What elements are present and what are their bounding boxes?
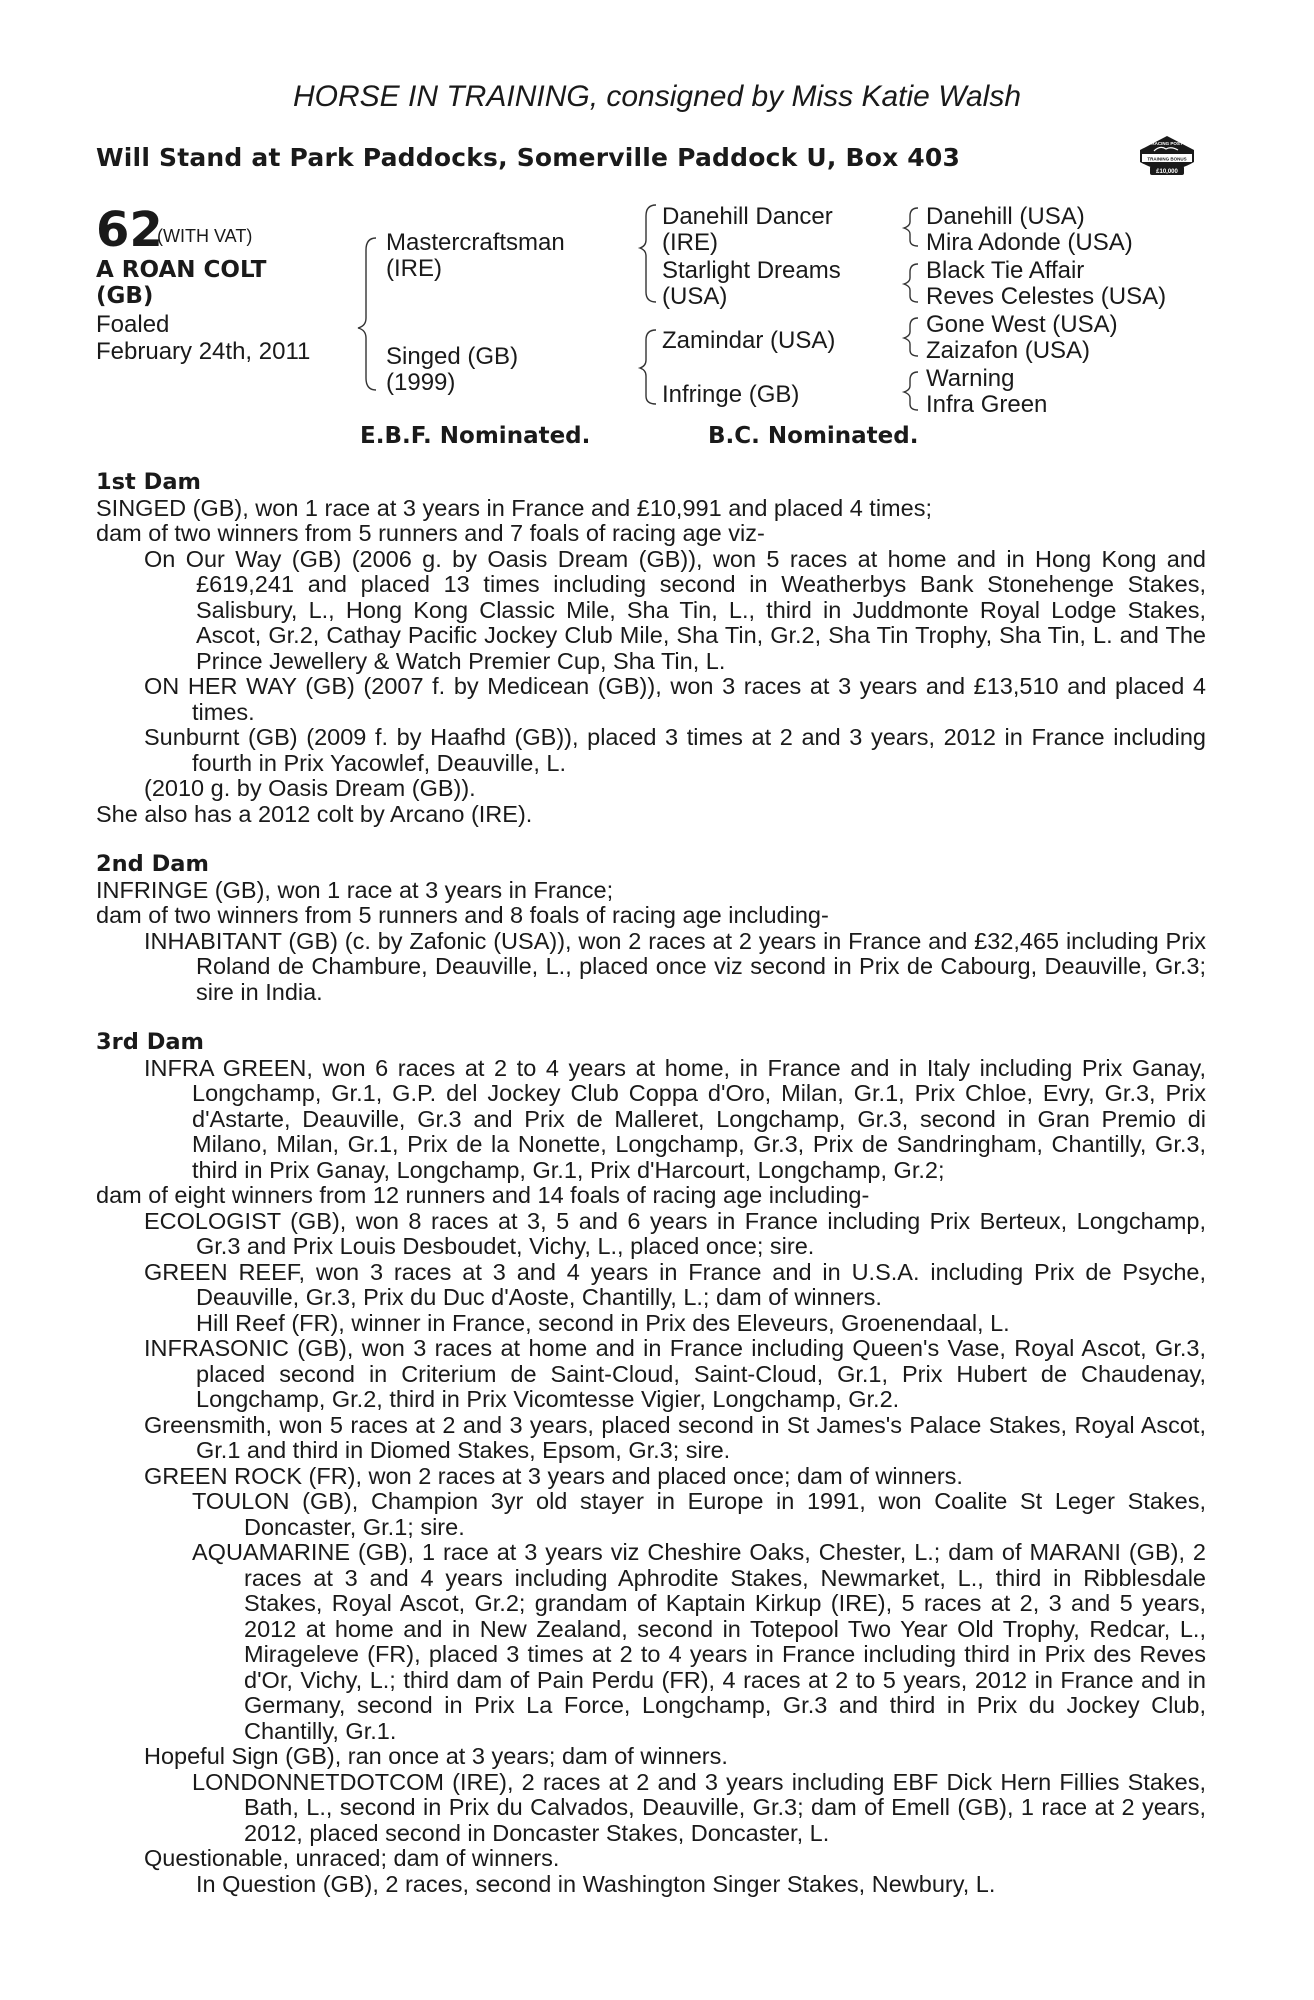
dam-dam: Infringe (GB) (662, 381, 800, 408)
gen3-sds: Black Tie Affair (926, 257, 1085, 284)
first-dam-heading: 1st Dam (96, 469, 201, 495)
produce-entry: In Question (GB), 2 races, second in Washington Singer Stakes, Newbury, L. (196, 1870, 996, 1897)
sire-dam-origin: (USA) (662, 283, 728, 310)
badge-amount-text: £10,000 (1156, 169, 1178, 175)
sire-name: Mastercraftsman (386, 229, 565, 256)
lot-vat: (WITH VAT) (157, 226, 253, 246)
catalogue-header: HORSE IN TRAINING, consigned by Miss Katie Walsh (293, 80, 1021, 113)
gen3-ddd: Infra Green (926, 391, 1048, 418)
produce-entry: ECOLOGIST (GB), won 8 races at 3, 5 and 6 years in France including Prix Berteux, Longchamp, Gr.3 and Prix Louis Desboudet, Vichy, L., placed once; sire. (144, 1207, 1206, 1259)
gen3-ssd: Mira Adonde (USA) (926, 229, 1133, 256)
produce-entry: GREEN REEF, won 3 races at 3 and 4 years in France and in U.S.A. including Prix de Psyche, Deauville, Gr.3, Prix du Duc d'Aoste, Chantilly, L.; dam of winners. (144, 1258, 1206, 1310)
produce-entry: INFRASONIC (GB), won 3 races at home and in France including Queen's Vase, Royal Ascot, Gr.3, placed second in Criterium de Saint-Cloud, Saint-Cloud, Gr.1, Prix Hubert de Chaudenay, Longchamp, Gr.2, third in Prix Vicomtesse Vigier, Longchamp, Gr.2. (144, 1335, 1206, 1412)
lot-name-line1: A ROAN COLT (96, 257, 267, 283)
produce-entry: Questionable, unraced; dam of winners. (144, 1845, 560, 1871)
produce-entry: ON HER WAY (GB) (2007 f. by Medicean (GB)), won 3 races at 3 years and £13,510 and placed 4 times. (144, 673, 1206, 725)
first-dam-line: SINGED (GB), won 1 race at 3 years in France and £10,991 and placed 4 times; (96, 494, 932, 521)
produce-entry: INHABITANT (GB) (c. by Zafonic (USA)), won 2 races at 2 years in France and £32,465 including Prix Roland de Chambure, Deauville, L., placed once viz second in Prix de Cabourg, Deauville, Gr.3; sire in India. (144, 927, 1206, 1005)
badge-top-text: RACING POST (1151, 141, 1183, 146)
second-dam-heading: 2nd Dam (96, 851, 209, 877)
third-dam-heading: 3rd Dam (96, 1029, 204, 1055)
bc-nominated: B.C. Nominated. (708, 423, 919, 449)
second-dam-line: dam of two winners from 5 runners and 8 foals of racing age including- (96, 902, 829, 928)
ebf-nominated: E.B.F. Nominated. (360, 423, 591, 449)
lot-name-line2: (GB) (96, 283, 154, 309)
foaled-label: Foaled (96, 311, 170, 338)
produce-entry: LONDONNETDOTCOM (IRE), 2 races at 2 and 3 years including EBF Dick Hern Fillies Stakes, Bath, L., second in Prix du Calvados, Deauville, Gr.3; dam of Emell (GB), 1 race at 2 years, 2012, placed second in Doncaster Stakes, Doncaster, L. (192, 1768, 1206, 1846)
badge-mid-text: TRAINING BONUS (1147, 156, 1187, 162)
produce-entry: Greensmith, won 5 races at 2 and 3 years, placed second in St James's Palace Stakes, Royal Ascot, Gr.1 and third in Diomed Stakes, Epsom, Gr.3; sire. (144, 1411, 1206, 1463)
foaled-date: February 24th, 2011 (96, 338, 311, 365)
produce-entry: Hill Reef (FR), winner in France, second in Prix des Eleveurs, Groenendaal, L. (196, 1309, 1010, 1336)
dam-name: Singed (GB) (386, 343, 519, 370)
gen3-dsd: Zaizafon (USA) (926, 337, 1091, 364)
produce-entry: TOULON (GB), Champion 3yr old stayer in Europe in 1991, won Coalite St Leger Stakes, Doncaster, Gr.1; sire. (192, 1488, 1206, 1540)
third-dam-line: INFRA GREEN, won 6 races at 2 to 4 years at home, in France and in Italy including Prix Ganay, Longchamp, Gr.1, G.P. del Jockey Club Coppa d'Oro, Milan, Gr.1, Prix Chloe, Evry, Gr.3, Prix d'Astarte, Deauville, Gr.3 and Prix de Malleret, Longchamp, Gr.3, second in Gran Premio di Milano, Milan, Gr.1, Prix de la Nonette, Longchamp, Gr.3, Prix de Sandringham, Chantilly, Gr.3, third in Prix Ganay, Longchamp, Gr.1, Prix d'Harcourt, Longchamp, Gr.2; (144, 1054, 1206, 1183)
sire-sire: Danehill Dancer (662, 203, 833, 230)
gen3-sss: Danehill (USA) (926, 203, 1085, 230)
lot-number: 62 (96, 202, 163, 258)
second-dam-line: INFRINGE (GB), won 1 race at 3 years in France; (96, 876, 614, 903)
produce-entry: On Our Way (GB) (2006 g. by Oasis Dream (GB)), won 5 races at home and in Hong Kong and £619,241 and placed 13 times including second in Weatherbys Bank Stonehenge Stakes, Salisbury, L., Hong Kong Classic Mile, Sha Tin, L., third in Juddmonte Royal Lodge Stakes, Ascot, Gr.2, Cathay Pacific Jockey Club Mile, Sha Tin, Gr.2, Sha Tin Trophy, Sha Tin, L. and The Prince Jewellery & Watch Premier Cup, Sha Tin, L. (144, 545, 1206, 674)
dam-year: (1999) (386, 369, 456, 396)
produce-entry: Hopeful Sign (GB), ran once at 3 years; dam of winners. (144, 1743, 728, 1769)
third-dam-line: dam of eight winners from 12 runners and 14 foals of racing age including- (96, 1182, 870, 1208)
sire-dam: Starlight Dreams (662, 257, 841, 284)
produce-entry: (2010 g. by Oasis Dream (GB)). (144, 775, 476, 801)
sire-sire-origin: (IRE) (662, 229, 718, 256)
produce-record (96, 470, 1206, 1897)
produce-entry: Sunburnt (GB) (2009 f. by Haafhd (GB)), placed 3 times at 2 and 3 years, 2012 in France including fourth in Prix Yacowlef, Deauville, L. (144, 724, 1206, 776)
gen3-dds: Warning (926, 365, 1015, 392)
gen3-sdd: Reves Celestes (USA) (926, 283, 1167, 310)
produce-entry: AQUAMARINE (GB), 1 race at 3 years viz Cheshire Oaks, Chester, L.; dam of MARANI (GB), 2 races at 3 and 4 years including Aphrodite Stakes, Newmarket, L., third in Ribblesdale Stakes, Royal Ascot, Gr.2; grandam of Kaptain Kirkup (IRE), 5 races at 2, 3 and 5 years, 2012 at home and in New Zealand, second in Totepool Two Year Old Trophy, Redcar, L., Mirageleve (FR), placed 3 times at 2 to 4 years in France including third in Prix des Reves d'Or, Vichy, L.; third dam of Pain Perdu (FR), 4 races at 2 to 5 years, 2012 in France and in Germany, second in Prix La Force, Longchamp, Gr.3 and third in Prix du Jockey Club, Chantilly, Gr.1. (192, 1539, 1206, 1744)
gen3-dss: Gone West (USA) (926, 311, 1118, 338)
produce-entry: GREEN ROCK (FR), won 2 races at 3 years and placed once; dam of winners. (144, 1462, 963, 1489)
sire-origin: (IRE) (386, 255, 442, 282)
dam-sire: Zamindar (USA) (662, 327, 836, 354)
produce-note: She also has a 2012 colt by Arcano (IRE). (96, 800, 533, 827)
first-dam-line: dam of two winners from 5 runners and 7 foals of racing age viz- (96, 520, 765, 546)
stand-location: Will Stand at Park Paddocks, Somerville Paddock U, Box 403 (96, 143, 961, 172)
